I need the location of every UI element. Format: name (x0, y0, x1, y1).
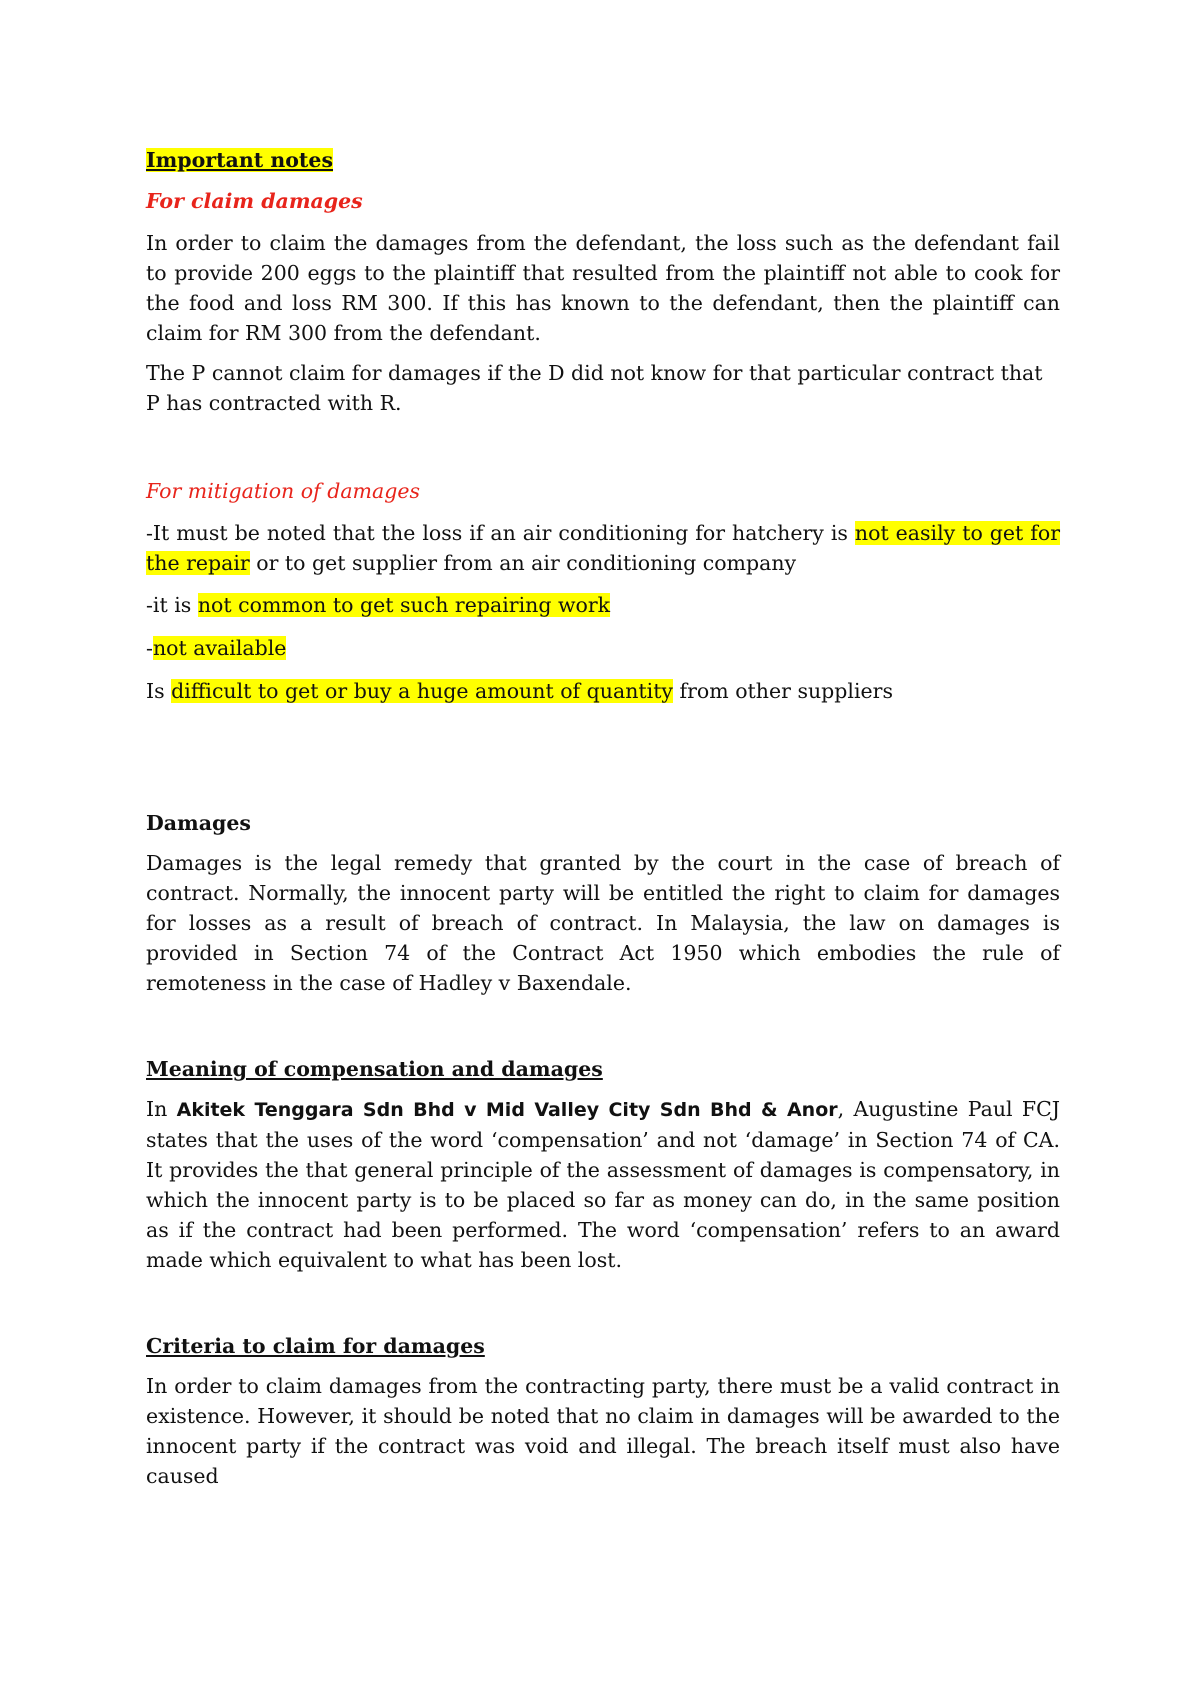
mitigation-line-2-pre: -it is (146, 593, 198, 617)
mitigation-heading (146, 476, 1060, 506)
mitigation-line-4-pre: Is (146, 679, 172, 703)
mitigation-line-1 (146, 518, 1060, 578)
mitigation-line-1-pre: -It must be noted that the loss if an air conditioning for hatchery is (146, 521, 855, 545)
criteria-heading-text: Criteria to claim for damages (146, 1334, 485, 1358)
document-page (146, 145, 1060, 1491)
meaning-heading (146, 1054, 1060, 1084)
meaning-paragraph (146, 1094, 1060, 1275)
mitigation-line-4-post: from other suppliers (673, 679, 893, 703)
important-notes-heading-text: Important notes (146, 148, 333, 172)
case-name: Akitek Tenggara Sdn Bhd v Mid Valley City Sdn Bhd & Anor (176, 1099, 838, 1121)
mitigation-line-4-highlight: difficult to get or buy a huge amount of quantity (171, 679, 674, 703)
claim-damages-paragraph-2: The P cannot claim for damages if the D did not know for that particular contract that P has contracted with R. (146, 361, 1043, 415)
criteria-paragraph: In order to claim damages from the contracting party, there must be a valid contract in existence. However, it should be noted that no claim in damages will be awarded to the innocent party if the contract was void and illegal. The breach itself must also have caused (146, 1374, 1060, 1488)
mitigation-line-2 (146, 590, 1060, 620)
mitigation-line-1-highlight: not easily to get for the repair (146, 521, 1060, 575)
mitigation-line-1-post: or to get supplier from an air conditioning company (249, 551, 797, 575)
criteria-heading (146, 1331, 1060, 1361)
meaning-heading-text: Meaning of compensation and damages (146, 1057, 603, 1081)
important-notes-heading (146, 145, 1060, 175)
claim-damages-paragraph-1: In order to claim the damages from the defendant, the loss such as the defendant fail to provide 200 eggs to the plaintiff that resulted from the plaintiff not able to cook for the food and loss RM 300. If this has known to the defendant, then the plaintiff can claim for RM 300 from the defendant. (146, 231, 1060, 345)
damages-heading (146, 808, 1060, 838)
mitigation-line-4 (146, 676, 1060, 706)
damages-heading-text: Damages (146, 811, 251, 835)
claim-damages-heading-text: For claim damages (146, 189, 363, 213)
damages-paragraph: Damages is the legal remedy that granted by the court in the case of breach of contract. Normally, the innocent party will be entitled the right to claim for damages for losses as a result of breach of contract. In Malaysia, the law on damages is provided in Section 74 of the Contract Act 1950 which embodies the rule of remoteness in the case of Hadley v Baxendale. (146, 851, 1060, 995)
mitigation-heading-text: For mitigation of damages (146, 479, 420, 503)
mitigation-line-3 (146, 633, 1060, 663)
mitigation-line-3-highlight: not available (152, 636, 287, 660)
mitigation-line-3-pre: - (146, 636, 153, 660)
mitigation-line-2-highlight: not common to get such repairing work (197, 593, 611, 617)
meaning-post: , Augustine Paul FCJ states that the uses of the word ‘compensation’ and not ‘damage’ in Section 74 of CA. It provides the that general principle of the assessment of damages is compensatory, in which the innocent party is to be placed so far as money can do, in the same position as if the contract had been performed. The word ‘compensation’ refers to an award made which equivalent to what has been lost. (146, 1097, 1061, 1272)
meaning-pre: In (146, 1097, 177, 1121)
claim-damages-heading (146, 186, 1060, 216)
